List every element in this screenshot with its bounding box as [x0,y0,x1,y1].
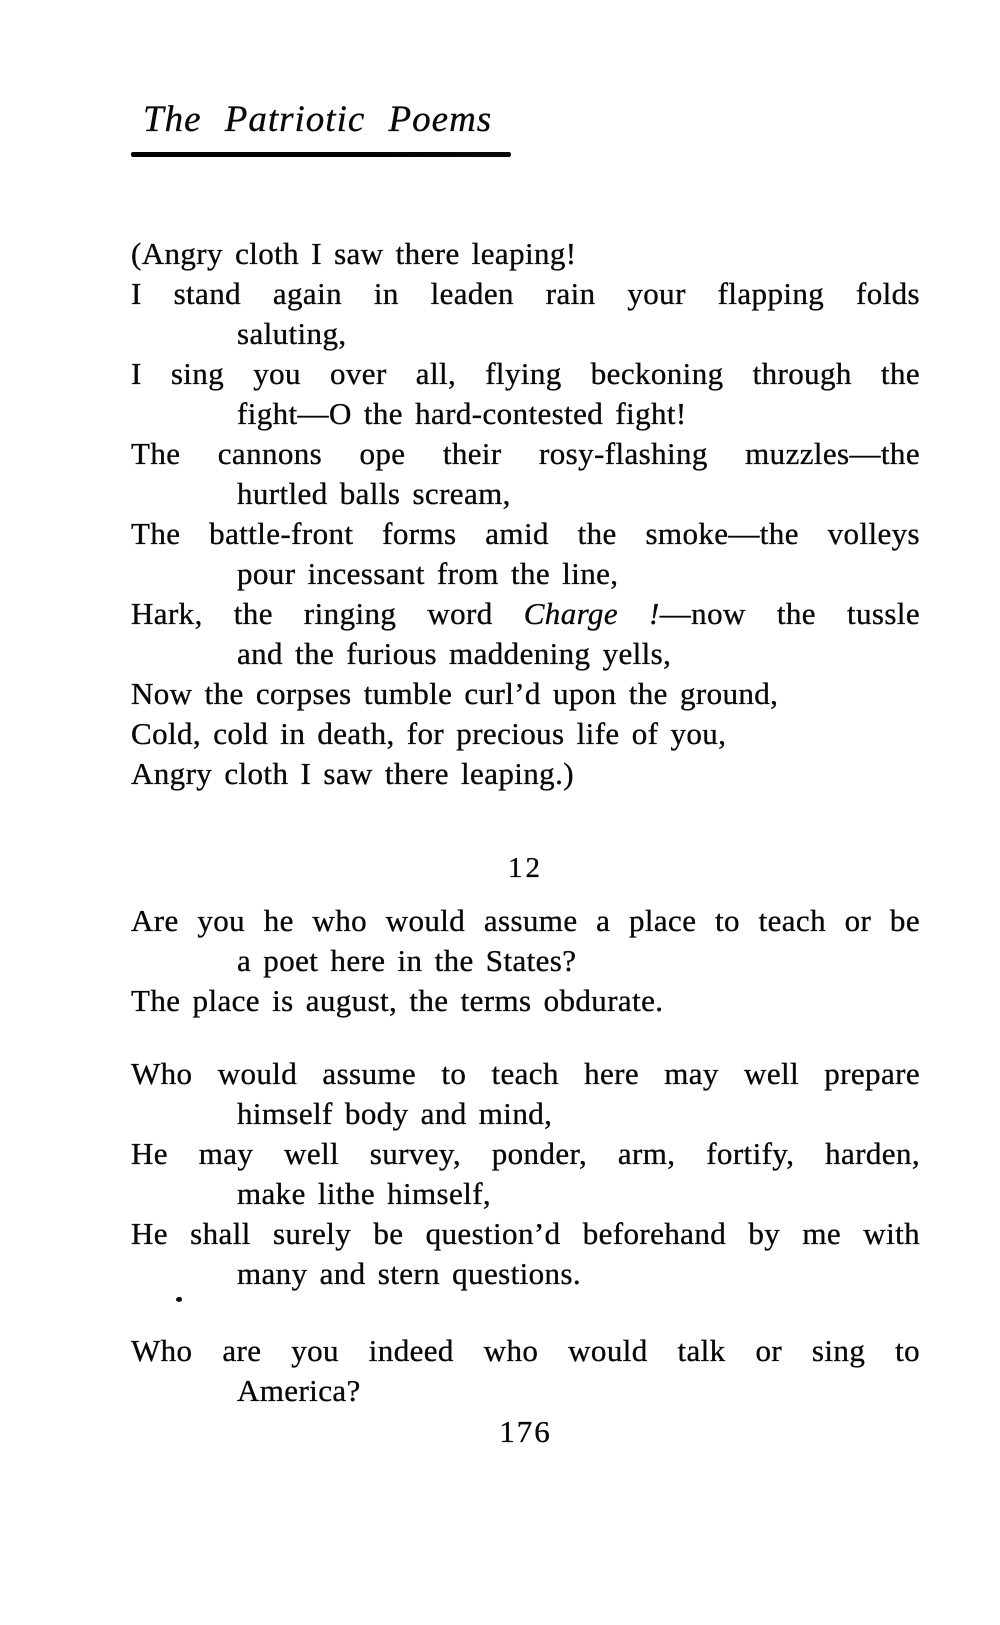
poem-line [131,434,920,474]
poem-line [131,1371,920,1411]
poem-text-segment: fight—O the hard-contested fight! [237,396,687,431]
poem-text-segment: a poet here in the States? [237,943,577,978]
poem-text-segment: The place is august, the terms obdurate. [131,983,664,1018]
poem-text [131,234,920,1411]
poem-text-segment: The cannons ope their rosy-flashing muzzles—the [131,436,920,471]
poem-line [131,314,920,354]
poem-line [131,634,920,674]
poem-text-segment: I sing you over all, flying beckoning through the [131,356,920,391]
poem-text-segment: Hark, the ringing word [131,596,524,631]
poem-line [131,901,920,941]
poem-line [131,474,920,514]
poem-line [131,1214,920,1254]
stanza [131,234,920,794]
poem-text-segment: himself body and mind, [237,1096,553,1131]
stanza [131,1054,920,1294]
poem-line [131,754,920,794]
poem-line [131,274,920,314]
poem-line [131,554,920,594]
poem-line [131,514,920,554]
ink-speck [176,1297,182,1302]
poem-line [131,1054,920,1094]
poem-text-segment: saluting, [237,316,347,351]
poem-text-segment: hurtled balls scream, [237,476,511,511]
poem-text-segment: He shall surely be question’d beforehand by me with [131,1216,920,1251]
poem-line [131,1134,920,1174]
poem-text-segment: Cold, cold in death, for precious life of you, [131,716,727,751]
poem-text-segment: He may well survey, ponder, arm, fortify, harden, [131,1136,920,1171]
poem-line [131,354,920,394]
poem-line [131,674,920,714]
stanza [131,901,920,1021]
poem-text-segment: Who are you indeed who would talk or sing to [131,1333,920,1368]
poem-line [131,594,920,634]
poem-text-segment: Are you he who would assume a place to teach or be [131,903,920,938]
poem-line [131,941,920,981]
poem-line [131,234,920,274]
header-underline [131,152,511,157]
poem-line [131,1094,920,1134]
poem-text-segment: Who would assume to teach here may well prepare [131,1056,920,1091]
poem-text-segment: many and stern questions. [237,1256,582,1291]
poem-text-segment: and the furious maddening yells, [237,636,672,671]
page-number: 176 [499,1414,552,1449]
poem-text-segment: make lithe himself, [237,1176,492,1211]
poem-text-segment: pour incessant from the line, [237,556,619,591]
poem-line [131,1174,920,1214]
stanza [131,1331,920,1411]
poem-text-segment: I stand again in leaden rain your flapping folds [131,276,920,311]
poem-text-segment: The battle-front forms amid the smoke—the volleys [131,516,920,551]
poem-line [131,714,920,754]
running-header: The Patriotic Poems [143,99,493,140]
poem-line [131,1254,920,1294]
poem-line [131,394,920,434]
section-number: 12 [508,852,543,884]
poem-text-segment: Angry cloth I saw there leaping.) [131,756,574,791]
poem-text-segment: America? [237,1373,361,1408]
poem-text-segment: (Angry cloth I saw there leaping! [131,236,577,271]
poem-text-segment: Now the corpses tumble curl’d upon the ground, [131,676,779,711]
poem-line [131,1331,920,1371]
poem-word-italic: Charge ! [523,596,660,631]
poem-text-segment: —now the tussle [659,596,920,631]
poem-line [131,981,920,1021]
